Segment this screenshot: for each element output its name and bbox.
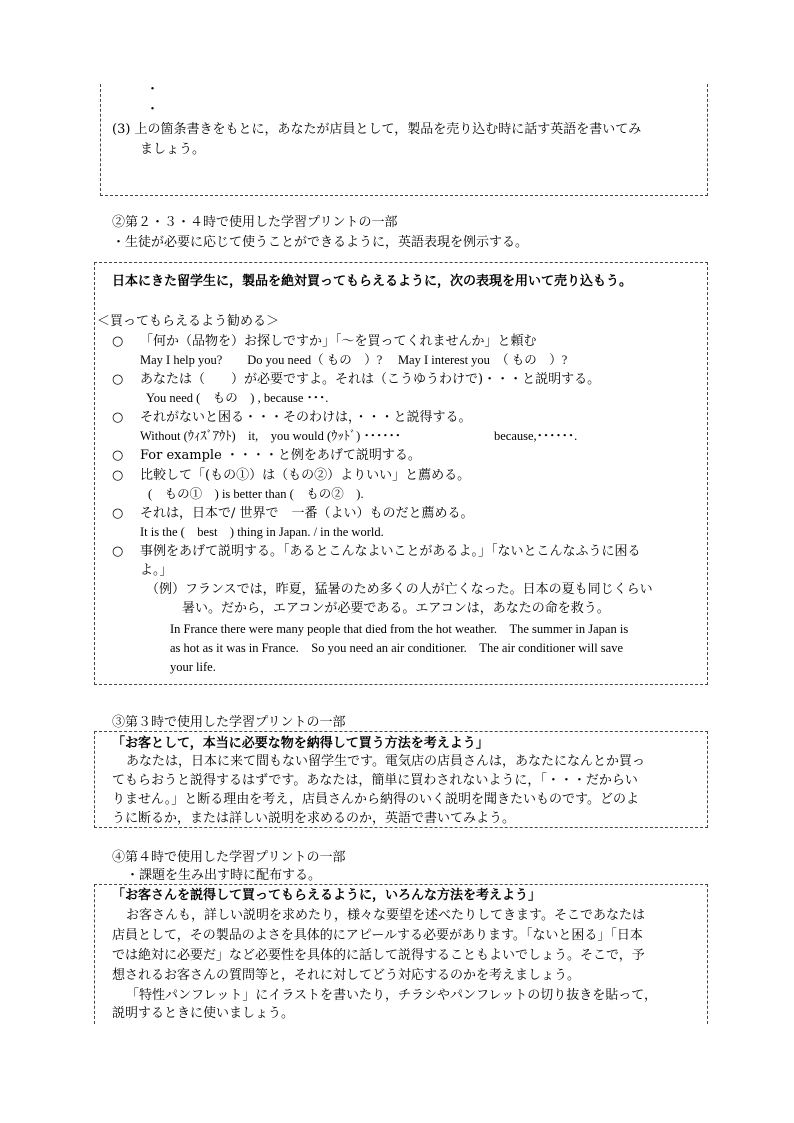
example-en1: In France there were many people that died from the hot weather. The summer in Japan is <box>170 622 629 636</box>
section2-heading: ②第２・３・４時で使用した学習プリントの一部 <box>112 215 398 230</box>
item-ja: For example ・・・・と例をあげて説明する。 <box>140 448 421 463</box>
example-en3: your life. <box>170 660 216 674</box>
item3-line2: ましょう。 <box>140 142 206 157</box>
item-en: May I help you? Do you need（ もの ）? May I interest you （ もの ）? <box>140 353 568 367</box>
item-ja-2: よ。」 <box>140 563 173 578</box>
section3-heading: ③第３時で使用した学習プリントの一部 <box>112 715 346 730</box>
section2-note: ・生徒が必要に応じて使うことができるように，英語表現を例示する。 <box>112 235 529 250</box>
item-mark: ○ <box>112 544 124 559</box>
item-ja: 比較して「(もの①）は（もの②）よりいい」と薦める。 <box>140 468 471 483</box>
item-ja: それがないと困る・・・そのわけは，・・・と説得する。 <box>140 410 472 425</box>
item-mark: ○ <box>112 410 124 425</box>
item-en: ( もの① ) is better than ( もの② ). <box>148 487 364 501</box>
section4-line2: 店員として，その製品のよさを具体的にアピールする必要があります。「ないと困る」「日本 <box>112 928 643 943</box>
example-line2: 暑い。だから，エアコンが必要である。エアコンは，あなたの命を救う。 <box>182 601 610 616</box>
item-mark: ○ <box>112 468 124 483</box>
item-en: You need ( もの ) , because ･･･. <box>146 391 329 405</box>
section3-line2: てもらおうと説得するはずです。あなたは，簡単に買わされないように，「・・・だからい <box>112 773 638 788</box>
item-ja: 「何か（品物を）お探しですか」「～を買ってくれませんか」と頼む <box>140 334 537 349</box>
section3-line4: うに断るか，または詳しい説明を求めるのか，英語で書いてみよう。 <box>112 811 516 826</box>
section4-line3: では絶対に必要だ」など必要性を具体的に話して説得することもよいでしょう。そこで，予 <box>112 948 645 963</box>
bullet-1: ・ <box>146 82 160 97</box>
section3-line3: りません。」と断る理由を考え，店員さんから納得のいく説明を聞きたいものです。どのよ <box>112 792 640 807</box>
bullet-2: ・ <box>146 102 160 117</box>
item-en: Without (ｳｨｽﾞｱｳﾄ) it, you would (ｳｯﾄﾞ) ･･････ <box>140 429 401 443</box>
item3-line1: (3) 上の箇条書きをもとに，あなたが店員として，製品を売り込む時に話す英語を書いてみ <box>112 122 642 137</box>
expression-box-title: 日本にきた留学生に，製品を絶対買ってもらえるように，次の表現を用いて売り込もう。 <box>112 274 633 289</box>
example-line1: （例）フランスでは，昨夏，猛暑のため多くの人が亡くなった。日本の夏も同じくらい <box>146 582 653 597</box>
item-ja: それは，日本で/ 世界で 一番（よい）ものだと薦める。 <box>140 506 474 521</box>
section4-note: ・課題を生み出す時に配布する。 <box>126 868 322 883</box>
item-ja: あなたは（ ）が必要ですよ。それは（こうゆうわけで)・・・と説明する。 <box>140 372 601 387</box>
expression-subhead: ＜買ってもらえるよう勧める＞ <box>97 314 280 329</box>
section3-title: 「お客として，本当に必要な物を納得して買う方法を考えよう」 <box>112 736 489 751</box>
item-mark: ○ <box>112 372 124 387</box>
section4-line6: 説明するときに使いましょう。 <box>112 1006 295 1021</box>
section4-line1: お客さんも，詳しい説明を求めたり，様々な要望を述べたりしてきます。そこであなたは <box>126 908 645 923</box>
section4-title: 「お客さんを説得して買ってもらえるように，いろんな方法を考えよう」 <box>112 888 542 903</box>
item-ja: 事例をあげて説明する。「あるとこんなよいことがあるよ。」「ないとこんなふうに困る <box>140 544 641 559</box>
section4-line4: 想されるお客さんの質問等と，それに対してどう対応するのかを考えましょう。 <box>112 968 581 983</box>
item-en-2: because,･･････. <box>494 429 578 443</box>
example-en2: as hot as it was in France. So you need an air conditioner. The air conditioner will save <box>170 641 624 655</box>
item-mark: ○ <box>112 334 124 349</box>
section4-heading: ④第４時で使用した学習プリントの一部 <box>112 850 346 865</box>
item-en: It is the ( best ) thing in Japan. / in the world. <box>140 525 384 539</box>
item-mark: ○ <box>112 448 124 463</box>
section3-line1: あなたは，日本に来て間もない留学生です。電気店の店員さんは，あなたになんとか買っ <box>126 754 645 769</box>
item-mark: ○ <box>112 506 124 521</box>
section4-line5: 「特性パンフレット」にイラストを書いたり，チラシやパンフレットの切り抜きを貼って， <box>126 988 658 1003</box>
